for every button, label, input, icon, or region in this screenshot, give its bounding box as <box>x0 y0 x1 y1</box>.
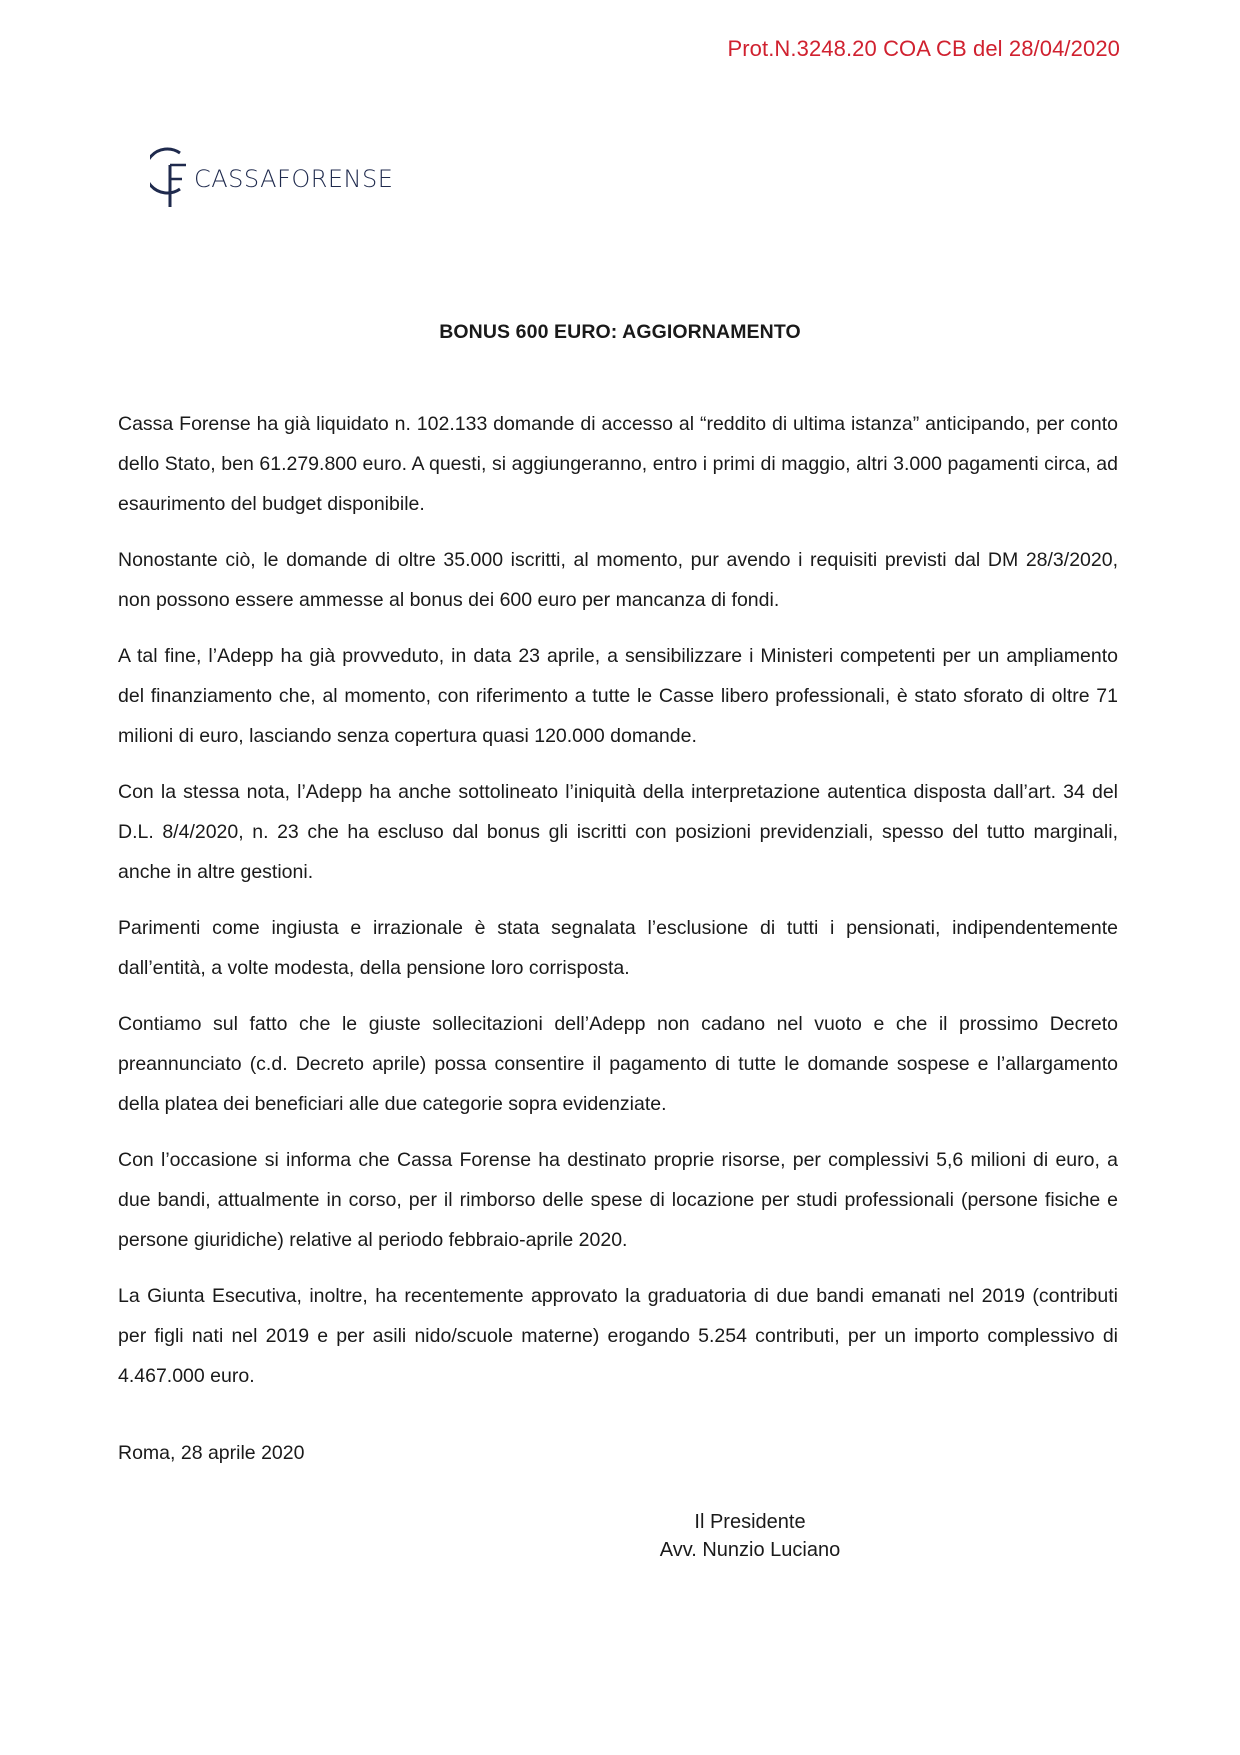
document-body <box>118 404 1118 1412</box>
signature-role: Il Presidente <box>694 1511 806 1533</box>
document-title: BONUS 600 EURO: AGGIORNAMENTO <box>439 321 801 343</box>
place-date: Roma, 28 aprile 2020 <box>118 1442 305 1464</box>
paragraph: Nonostante ciò, le domande di oltre 35.000 iscritti, al momento, pur avendo i requisiti previsti dal DM 28/3/2020, non possono essere ammesse al bonus dei 600 euro per mancanza di fondi. <box>118 549 1118 611</box>
paragraph: La Giunta Esecutiva, inoltre, ha recentemente approvato la graduatoria di due bandi emanati nel 2019 (contributi per figli nati nel 2019 e per asili nido/scuole materne) erogando 5.254 contributi, per un importo complessivo di 4.467.000 euro. <box>118 1285 1118 1387</box>
paragraph: Con l’occasione si informa che Cassa Forense ha destinato proprie risorse, per complessivi 5,6 milioni di euro, a due bandi, attualmente in corso, per il rimborso delle spese di locazione per studi professionali (persone fisiche e persone giuridiche) relative al periodo febbraio-aprile 2020. <box>118 1149 1118 1251</box>
logo-text: CASSAFORENSE <box>194 165 394 193</box>
signature-block <box>600 1508 900 1564</box>
paragraph: Cassa Forense ha già liquidato n. 102.133 domande di accesso al “reddito di ultima istanza” anticipando, per conto dello Stato, ben 61.279.800 euro. A questi, si aggiungeranno, entro i primi di maggio, altri 3.000 pagamenti circa, ad esaurimento del budget disponibile. <box>118 413 1118 515</box>
paragraph: Contiamo sul fatto che le giuste sollecitazioni dell’Adepp non cadano nel vuoto e che il prossimo Decreto preannunciato (c.d. Decreto aprile) possa consentire il pagamento di tutte le domande sospese e l’allargamento della platea dei beneficiari alle due categorie sopra evidenziate. <box>118 1013 1118 1115</box>
cf-monogram-icon <box>150 145 190 209</box>
paragraph: Parimenti come ingiusta e irrazionale è stata segnalata l’esclusione di tutti i pensionati, indipendentemente dall’entità, a volte modesta, della pensione loro corrisposta. <box>118 917 1118 979</box>
cassaforense-logo <box>150 145 393 209</box>
paragraph: Con la stessa nota, l’Adepp ha anche sottolineato l’iniquità della interpretazione autentica disposta dall’art. 34 del D.L. 8/4/2020, n. 23 che ha escluso dal bonus gli iscritti con posizioni previdenziali, spesso del tutto marginali, anche in altre gestioni. <box>118 781 1118 883</box>
protocol-number: Prot.N.3248.20 COA CB del 28/04/2020 <box>727 36 1120 61</box>
paragraph: A tal fine, l’Adepp ha già provveduto, in data 23 aprile, a sensibilizzare i Ministeri competenti per un ampliamento del finanziamento che, al momento, con riferimento a tutte le Casse libero professionali, è stato sforato di oltre 71 milioni di euro, lasciando senza copertura quasi 120.000 domande. <box>118 645 1118 747</box>
signature-name: Avv. Nunzio Luciano <box>659 1539 841 1561</box>
